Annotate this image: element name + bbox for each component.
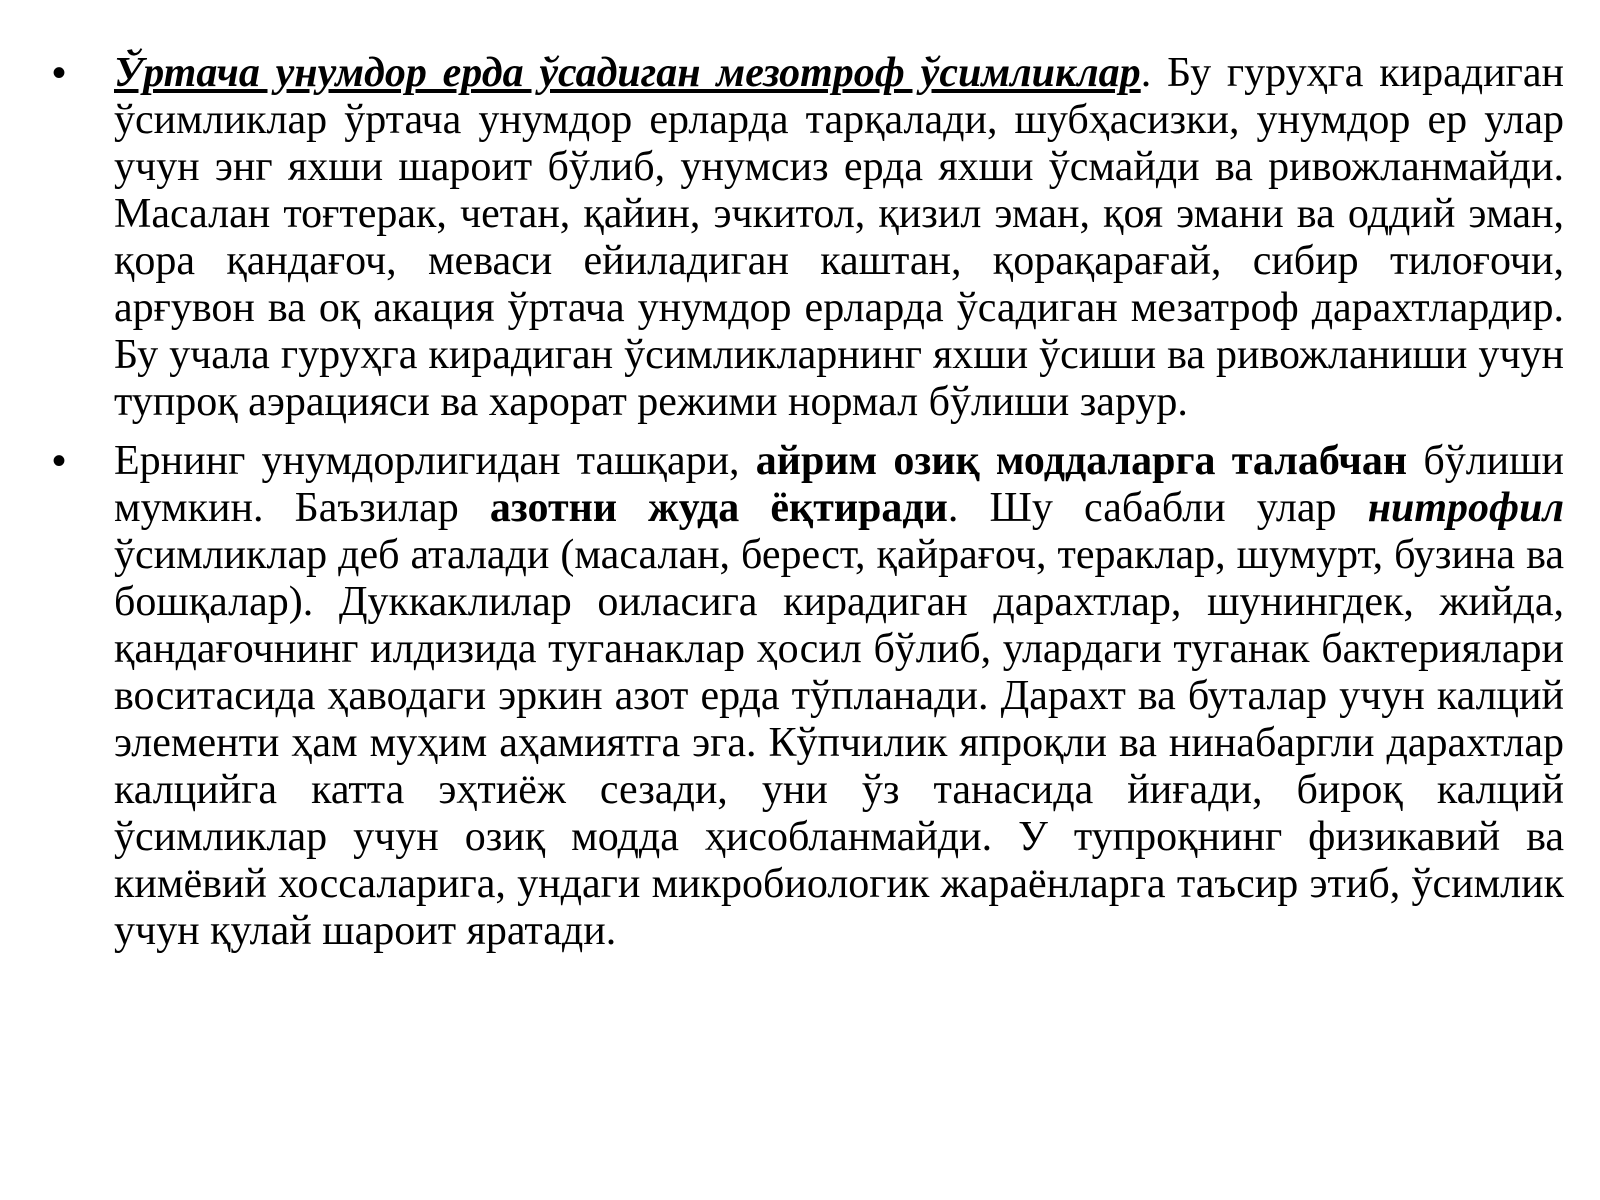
item-bold-italic-term: нитрофил <box>1367 485 1565 531</box>
item-body-text: Бу гуруҳга кирадиган ўсимликлар ўртача унумдор ерларда тарқалади, шубҳасизки, унумдор ер улар учун энг яхши шароит бўлиб, унумсиз ерда яхши ўсмайди ва ривожланмайди. Масалан тоғтерак, четан, қайин, эчкитол, қизил эман, қоя эмани ва оддий эман, қора қандағоч, меваси ейиладиган каштан, қорақарағай, сибир тилоғочи, арғувон ва оқ акация ўртача унумдор ерларда ўсадиган мезатроф дарахтлардир. Бу учала гуруҳга кирадиган ўсимликларнинг яхши ўсиши ва ривожланиши учун тупроқ аэрацияси ва харорат режими нормал бўлиши зарур. <box>114 50 1564 425</box>
bullet-item-mesotroph <box>52 50 1564 426</box>
item-bold-text: азотни жуда ёқтиради <box>489 485 948 531</box>
item-heading-suffix: . <box>1140 50 1152 96</box>
bullet-list <box>52 50 1564 955</box>
bullet-dot-icon: • <box>52 51 67 95</box>
item-heading: Ўртача унумдор ерда ўсадиган мезотроф ўсимликлар <box>114 50 1141 96</box>
item-bold-text: айрим озиқ моддаларга талабчан <box>755 438 1408 484</box>
item-text-part: бўлиши мумкин. Баъзилар <box>114 438 1564 531</box>
item-text-part: . Шу сабабли улар <box>947 485 1368 531</box>
item-text-part: Ернинг унумдорлигидан ташқари, <box>114 438 756 484</box>
item-text-part: ўсимликлар деб аталади (масалан, берест, қайрағоч, тераклар, шумурт, бузина ва бошқалар). Дуккаклилар оиласига кирадиган дарахтлар, шунингдек, жийда, қандағочнинг илдизида туганаклар ҳосил бўлиб, улардаги туганак бактериялари воситасида ҳаводаги эркин азот ерда тўпланади. Дарахт ва буталар учун калций элементи ҳам муҳим аҳамиятга эга. Кўпчилик япроқли ва нинабаргли дарахтлар калцийга катта эҳтиёж сезади, уни ўз танасида йиғади, бироқ калций ўсимликлар учун озиқ модда ҳисобланмайди. У тупроқнинг физикавий ва кимёвий хоссаларига, ундаги микробиологик жараёнларга таъсир этиб, ўсимлик учун қулай шароит яратади. <box>114 532 1564 954</box>
bullet-item-nutrients <box>52 438 1564 955</box>
bullet-dot-icon: • <box>52 439 67 483</box>
